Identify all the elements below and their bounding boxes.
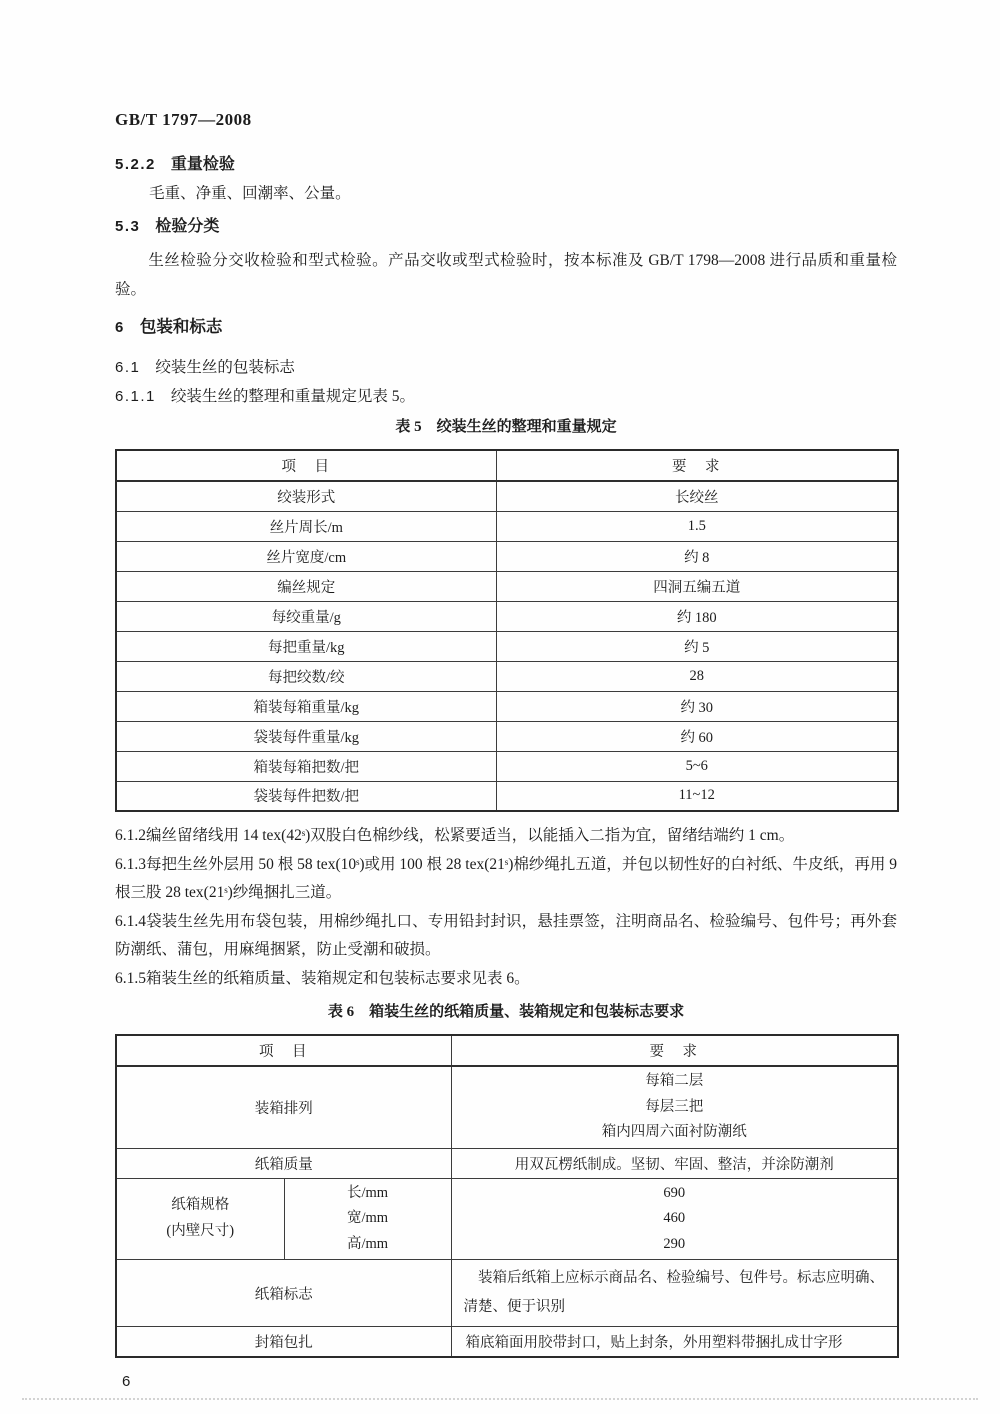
clause-5-3-body: 生丝检验分交收检验和型式检验。产品交收或型式检验时，按本标准及 GB/T 1798—2008 进行品质和重量检验。 (115, 252, 897, 298)
dim-value: 460 (663, 1210, 686, 1226)
table6 (115, 1034, 899, 1358)
req-cell: 约 60 (496, 721, 898, 751)
clause-6-1-heading (115, 357, 897, 379)
table5-header-item: 项 目 (116, 450, 496, 481)
page-number: 6 (122, 1372, 131, 1390)
item-cell: 箱装每箱重量/kg (116, 691, 496, 721)
table-row (116, 691, 898, 721)
clause-6-1-3 (115, 851, 897, 908)
clause-number: 5.3 (115, 218, 141, 235)
req-cell (451, 1066, 898, 1148)
table-row (116, 721, 898, 751)
dim-label: 高/mm (346, 1235, 389, 1252)
item-cell: 丝片周长/m (116, 511, 496, 541)
clause-number: 6.1.4 (115, 912, 146, 930)
table-row (116, 631, 898, 661)
clause-6-heading (115, 316, 897, 338)
req-cell: 装箱后纸箱上应标示商品名、检验编号、包件号。标志应明确、清楚、便于识别 (451, 1260, 898, 1327)
clause-number: 6.1.1 (115, 388, 156, 405)
item-cell: 每把绞数/绞 (116, 661, 496, 691)
clause-5-2-2-body: 毛重、净重、回潮率、公量。 (149, 185, 351, 202)
page-content (115, 0, 897, 1390)
table-row-spec (116, 1178, 898, 1260)
item-cell: 绞装形式 (116, 481, 496, 511)
dim-value: 290 (663, 1235, 686, 1252)
clause-6-1-4 (115, 908, 897, 965)
dim-label: 宽/mm (346, 1210, 389, 1226)
req-cell: 5~6 (496, 751, 898, 781)
table-row (116, 601, 898, 631)
standard-code: GB/T 1797—2008 (115, 110, 252, 129)
clause-text: 绞装生丝的整理和重量规定见表 5。 (170, 388, 416, 405)
table-row (116, 571, 898, 601)
dim-value-cell (451, 1178, 898, 1260)
clause-6-1-1 (115, 386, 897, 408)
clause-text: 编丝留绪线用 14 tex(42ˢ)双股白色棉纱线，松紧要适当，以能插入二指为宜，留绪结端约 1 cm。 (146, 827, 795, 844)
table6-caption: 表 6 箱装生丝的纸箱质量、装箱规定和包装标志要求 (327, 1004, 685, 1020)
req-line: 每箱二层 (645, 1073, 704, 1089)
item-cell: 编丝规定 (116, 571, 496, 601)
req-line: 箱内四周六面衬防潮纸 (601, 1124, 747, 1140)
req-cell: 长绞丝 (496, 481, 898, 511)
clause-number: 6.1.2 (115, 827, 146, 844)
item-cell: 丝片宽度/cm (116, 541, 496, 571)
table5-header-req: 要 求 (496, 450, 898, 481)
dim-label-cell (284, 1178, 451, 1260)
table-row (116, 781, 898, 811)
req-cell: 四洞五编五道 (496, 571, 898, 601)
item-cell: 袋装每件把数/把 (116, 781, 496, 811)
table-row (116, 751, 898, 781)
clause-number: 6.1.3 (115, 855, 146, 873)
clause-text: 每把生丝外层用 50 根 58 tex(10ˢ)或用 100 根 28 tex(21ˢ)棉纱绳扎五道，并包以韧性好的白衬纸、牛皮纸，再用 9 根三股 28 tex(21ˢ)纱绳捆扎三道。 (115, 855, 897, 901)
table6-header-req: 要 求 (451, 1035, 898, 1066)
item-cell: 封箱包扎 (116, 1327, 451, 1357)
req-cell: 约 30 (496, 691, 898, 721)
item-cell: 纸箱质量 (116, 1148, 451, 1178)
req-cell: 用双瓦楞纸制成。坚韧、牢固、整洁，并涂防潮剂 (451, 1148, 898, 1178)
item-cell: 袋装每件重量/kg (116, 721, 496, 751)
table-row-packing (116, 1066, 898, 1148)
clause-title: 绞装生丝的包装标志 (155, 359, 295, 376)
table-row-quality (116, 1148, 898, 1178)
req-line: 每层三把 (645, 1098, 704, 1115)
table-row (116, 511, 898, 541)
table-row (116, 541, 898, 571)
clause-number: 6 (115, 319, 125, 336)
req-cell: 11~12 (496, 781, 898, 811)
req-cell: 28 (496, 661, 898, 691)
item-cell: 箱装每箱把数/把 (116, 751, 496, 781)
item-line: 纸箱规格 (171, 1197, 230, 1214)
req-cell: 约 180 (496, 601, 898, 631)
table-row-seal (116, 1327, 898, 1357)
req-cell: 箱底箱面用胶带封口，贴上封条，外用塑料带捆扎成廿字形 (451, 1327, 898, 1357)
clause-text: 袋装生丝先用布袋包装，用棉纱绳扎口、专用铅封封识，悬挂票签，注明商品名、检验编号、包件号；再外套防潮纸、蒲包，用麻绳捆紧，防止受潮和破损。 (115, 912, 897, 958)
req-cell: 约 8 (496, 541, 898, 571)
dim-value: 690 (663, 1184, 686, 1201)
scan-artifact-line (22, 1398, 978, 1400)
clause-title: 重量检验 (170, 156, 235, 173)
table6-header-row (116, 1035, 898, 1066)
item-cell: 每绞重量/g (116, 601, 496, 631)
clause-title: 包装和标志 (139, 317, 223, 336)
clause-6-1-2 (115, 822, 897, 851)
item-cell: 纸箱标志 (116, 1260, 451, 1327)
clause-6-1-5 (115, 965, 897, 994)
clause-6-1-2-to-6-1-5 (115, 822, 897, 993)
req-cell: 约 5 (496, 631, 898, 661)
req-cell: 1.5 (496, 511, 898, 541)
table5-header-row (116, 450, 898, 481)
item-cell: 每把重量/kg (116, 631, 496, 661)
table-row (116, 481, 898, 511)
table-row (116, 661, 898, 691)
clause-title: 检验分类 (155, 218, 220, 235)
clause-text: 箱装生丝的纸箱质量、装箱规定和包装标志要求见表 6。 (146, 969, 530, 987)
clause-number: 6.1.5 (115, 969, 146, 987)
item-cell (116, 1178, 284, 1260)
dim-label: 长/mm (346, 1184, 389, 1201)
clause-5-3-heading (115, 216, 897, 237)
clause-number: 6.1 (115, 359, 141, 376)
table5 (115, 449, 899, 812)
item-cell: 装箱排列 (116, 1066, 451, 1148)
table-row-mark (116, 1260, 898, 1327)
table5-caption: 表 5 绞装生丝的整理和重量规定 (395, 419, 617, 435)
clause-number: 5.2.2 (115, 156, 156, 173)
item-line: (内壁尺寸) (166, 1222, 235, 1239)
table6-header-item: 项 目 (116, 1035, 451, 1066)
clause-5-2-2-heading (115, 154, 897, 175)
